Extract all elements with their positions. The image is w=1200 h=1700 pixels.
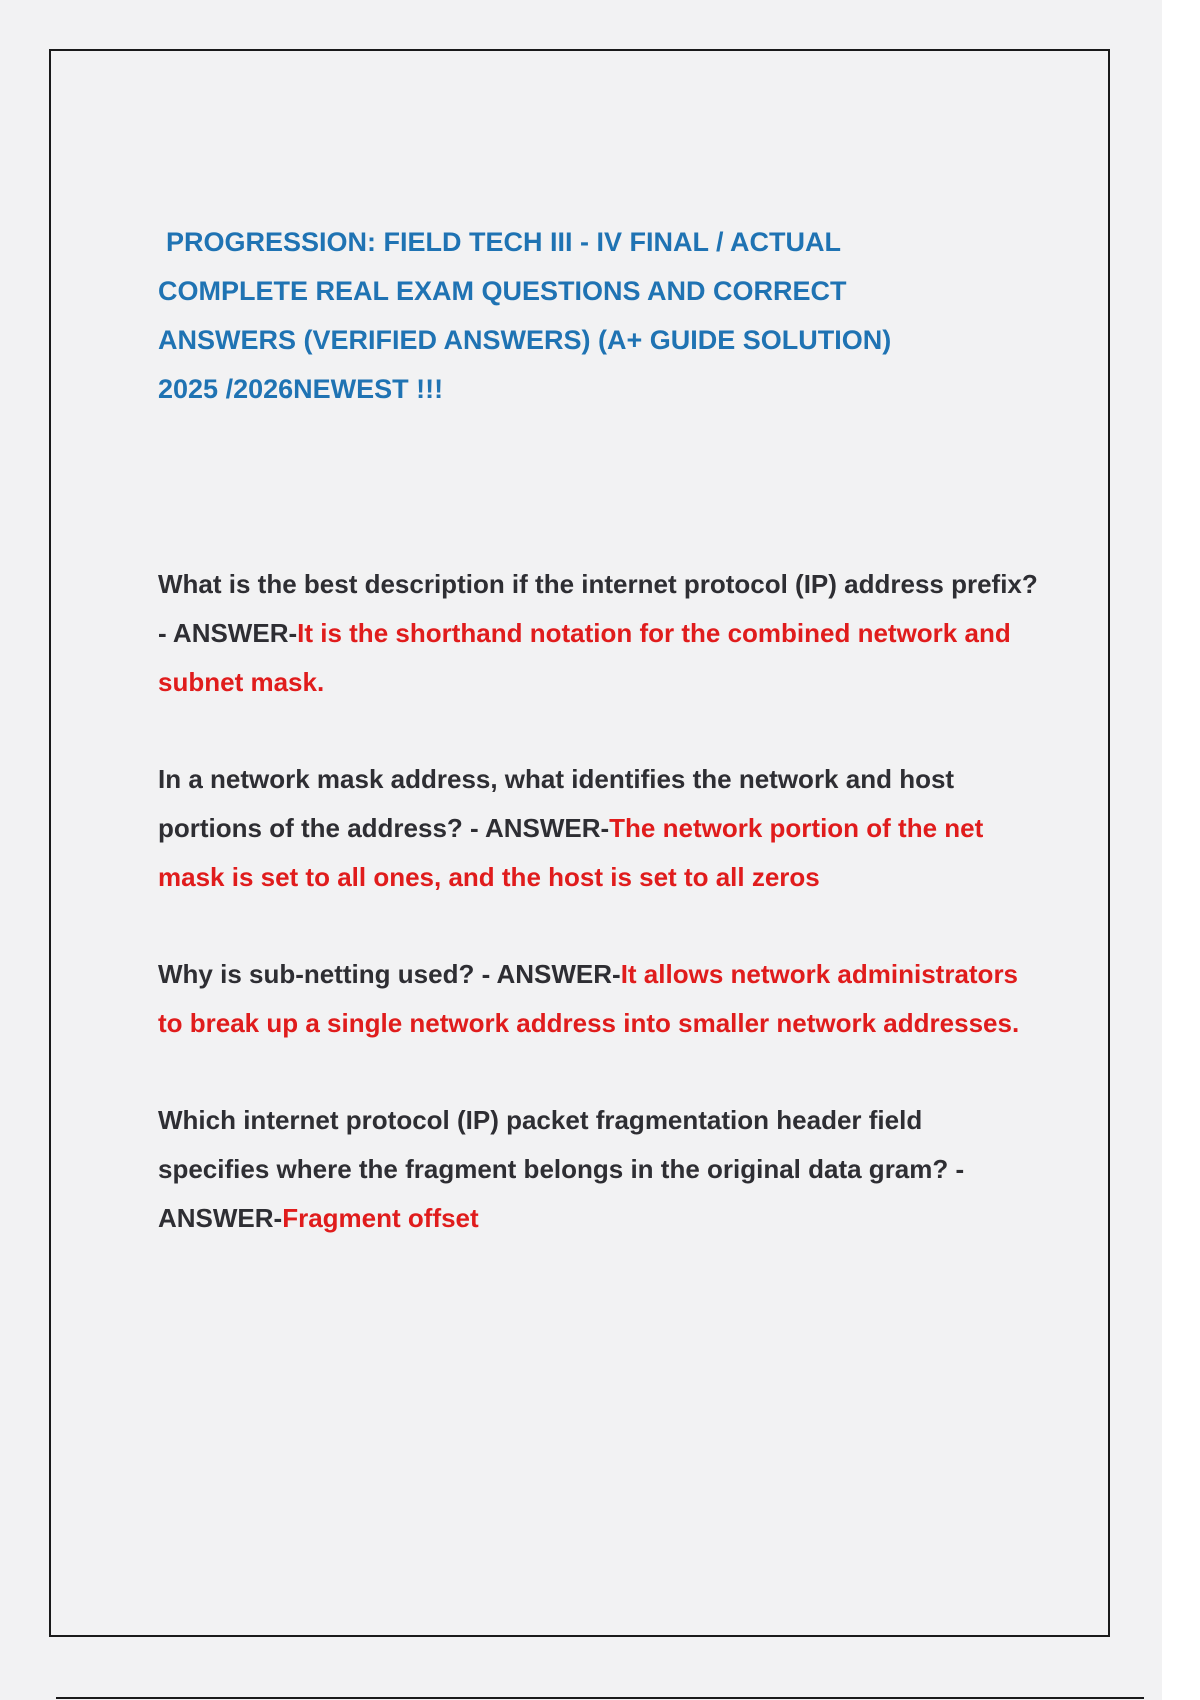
answer-text: It allows network administrators to break up a single network address into smaller network addresses.: [158, 959, 1020, 1038]
qa-item: [158, 560, 1038, 707]
qa-item: [158, 950, 1038, 1048]
question-text: Why is sub-netting used?: [158, 959, 475, 989]
answer-text: The network portion of the net mask is set to all ones, and the host is set to all zeros: [158, 813, 984, 892]
title-line: PROGRESSION: FIELD TECH III - IV FINAL / ACTUAL: [166, 227, 842, 257]
document-title: [158, 218, 958, 414]
title-line: COMPLETE REAL EXAM QUESTIONS AND CORRECT: [158, 276, 847, 306]
answer-text: Fragment offset: [282, 1203, 479, 1233]
answer-marker: - ANSWER-: [158, 618, 298, 648]
question-text: Which internet protocol (IP) packet fragmentation header field specifies where the fragment belongs in the original data gram?: [158, 1105, 949, 1184]
bottom-rule: [56, 1697, 1144, 1699]
question-text: What is the best description if the internet protocol (IP) address prefix?: [158, 569, 1038, 599]
answer-text: It is the shorthand notation for the combined network and subnet mask.: [158, 618, 1011, 697]
qa-item: [158, 1096, 1038, 1243]
question-text: In a network mask address, what identifies the network and host portions of the address?: [158, 764, 955, 843]
answer-marker: - ANSWER-: [474, 959, 621, 989]
title-line: ANSWERS (VERIFIED ANSWERS) (A+ GUIDE SOLUTION): [158, 325, 892, 355]
title-line: 2025 /2026NEWEST !!!: [158, 374, 444, 404]
question-answer-list: [158, 560, 1038, 1291]
answer-marker: - ANSWER-: [462, 813, 610, 843]
answer-marker: - ANSWER-: [158, 1154, 965, 1233]
qa-item: [158, 755, 1038, 902]
